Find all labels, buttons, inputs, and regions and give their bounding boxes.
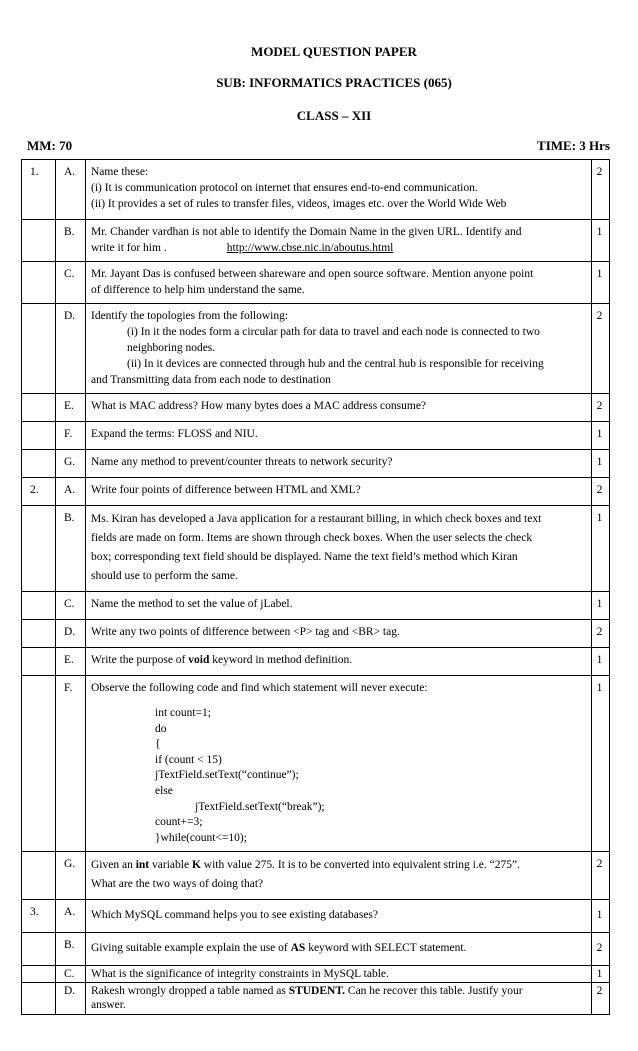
question-part-label: F. — [56, 422, 86, 450]
question-text — [86, 506, 592, 592]
marks: 1 — [592, 676, 610, 852]
code-line: if (count < 15) — [155, 753, 222, 766]
question-number-cell — [22, 304, 56, 394]
marks: 1 — [592, 900, 610, 933]
question-text — [86, 852, 592, 900]
question-part-label: B. — [56, 506, 86, 592]
marks: 2 — [592, 933, 610, 966]
marks: 1 — [592, 592, 610, 620]
keyword: K — [191, 859, 201, 872]
marks: 2 — [592, 852, 610, 900]
code-line: do — [155, 722, 167, 735]
question-part-label: C. — [56, 262, 86, 304]
question-line: Name these: — [91, 166, 149, 178]
max-marks: MM: 70 — [27, 138, 73, 153]
marks: 2 — [592, 304, 610, 394]
question-text — [86, 933, 592, 966]
question-number: 2. — [22, 478, 56, 506]
question-part-label: A. — [56, 478, 86, 506]
question-row — [22, 592, 610, 620]
question-row — [22, 262, 610, 304]
question-part-label: D. — [56, 304, 86, 394]
question-line: What are the two ways of doing that? — [91, 878, 264, 891]
question-table — [21, 159, 610, 1015]
question-text: Name the method to set the value of jLabel. — [86, 592, 592, 620]
question-part-label: D. — [56, 983, 86, 1015]
question-row — [22, 394, 610, 422]
question-part-label: A. — [56, 900, 86, 933]
marks: 1 — [592, 220, 610, 262]
question-number-cell — [22, 592, 56, 620]
question-text — [86, 160, 592, 220]
question-row — [22, 648, 610, 676]
question-number-cell — [22, 220, 56, 262]
code-line: count+=3; — [155, 816, 203, 829]
question-part-label: E. — [56, 394, 86, 422]
subject-heading: SUB: INFORMATICS PRACTICES (065) — [216, 75, 452, 90]
question-row — [22, 478, 610, 506]
question-text-part: Giving suitable example explain the use of — [91, 942, 291, 955]
question-line: Mr. Jayant Das is confused between shareware and open source software. Mention anyone point — [91, 268, 534, 280]
question-part-label: B. — [56, 220, 86, 262]
question-text-part: keyword with SELECT statement. — [305, 942, 467, 955]
question-line: should use to perform the same. — [91, 570, 238, 582]
question-part-label: F. — [56, 676, 86, 852]
keyword: int — [135, 859, 150, 872]
question-text-part: Given an — [91, 859, 136, 872]
code-line: else — [155, 784, 173, 797]
question-row — [22, 983, 610, 1015]
question-row — [22, 676, 610, 852]
question-number-cell — [22, 648, 56, 676]
question-line: (i) It is communication protocol on internet that ensures end-to-end communication. — [91, 182, 478, 194]
code-block — [91, 706, 586, 846]
question-row — [22, 220, 610, 262]
question-line: box; corresponding text field should be displayed. Name the text field’s method which Kiran — [91, 551, 518, 563]
question-text-part: Rakesh wrongly dropped a table named as — [91, 985, 289, 998]
question-row — [22, 966, 610, 983]
marks: 1 — [592, 506, 610, 592]
question-line: Observe the following code and find which statement will never execute: — [91, 682, 428, 694]
question-row — [22, 160, 610, 220]
question-row — [22, 852, 610, 900]
class-heading: CLASS – XII — [296, 108, 372, 123]
marks: 2 — [592, 983, 610, 1015]
question-row — [22, 620, 610, 648]
question-number-cell — [22, 676, 56, 852]
question-number: 3. — [22, 900, 56, 933]
question-line — [91, 984, 586, 998]
question-part-label: D. — [56, 620, 86, 648]
question-text — [86, 304, 592, 394]
url-link[interactable]: http://www.cbse.nic.in/aboutus.html — [226, 242, 394, 254]
question-number-cell — [22, 933, 56, 966]
question-line: Identify the topologies from the following: — [91, 310, 289, 322]
question-row — [22, 933, 610, 966]
question-line: (ii) It provides a set of rules to transfer files, videos, images etc. over the World Wide Web — [91, 198, 507, 210]
marks: 2 — [592, 620, 610, 648]
code-line: jTextField.setText(“break”); — [195, 800, 325, 813]
question-line: Ms. Kiran has developed a Java application for a restaurant billing, in which check boxes and text — [91, 513, 542, 525]
question-number-cell — [22, 620, 56, 648]
marks: 1 — [592, 450, 610, 478]
question-number-cell — [22, 262, 56, 304]
question-text: Expand the terms: FLOSS and NIU. — [86, 422, 592, 450]
question-row — [22, 304, 610, 394]
question-number-cell — [22, 852, 56, 900]
question-text — [86, 262, 592, 304]
question-part-label: G. — [56, 852, 86, 900]
question-line-text: write it for him . — [91, 242, 167, 254]
question-text-part: variable — [149, 859, 192, 872]
keyword: void — [188, 654, 210, 666]
question-number-cell — [22, 966, 56, 983]
question-part-label: C. — [56, 966, 86, 983]
marks: 2 — [592, 394, 610, 422]
question-row — [22, 422, 610, 450]
question-line: answer. — [91, 999, 126, 1012]
question-text-part: Can he recover this table. Justify your — [345, 985, 523, 998]
code-line: int count=1; — [155, 707, 211, 719]
question-row — [22, 450, 610, 478]
question-text-part: keyword in method definition. — [209, 654, 353, 666]
code-line: { — [155, 738, 161, 751]
marks: 1 — [592, 262, 610, 304]
question-text: Name any method to prevent/counter threats to network security? — [86, 450, 592, 478]
question-line: (i) In it the nodes form a circular path for data to travel and each node is connected to two neighboring nodes. — [127, 326, 540, 354]
question-text — [86, 648, 592, 676]
question-line: of difference to help him understand the same. — [91, 284, 305, 296]
question-text — [86, 676, 592, 852]
question-part-label: A. — [56, 160, 86, 220]
code-line: }while(count<=10); — [155, 831, 247, 844]
time-allowed: TIME: 3 Hrs — [537, 138, 610, 153]
marks: 2 — [592, 160, 610, 220]
question-line — [91, 856, 586, 875]
question-line: and Transmitting data from each node to destination — [91, 374, 331, 386]
question-text: Write four points of difference between HTML and XML? — [86, 478, 592, 506]
question-number-cell — [22, 506, 56, 592]
question-number-cell — [22, 983, 56, 1015]
question-line: (ii) In it devices are connected through hub and the central hub is responsible for receiving — [127, 358, 544, 370]
question-text: Write any two points of difference between <P> tag and <BR> tag. — [86, 620, 592, 648]
question-text-part: Write the purpose of — [91, 654, 189, 666]
question-number-cell — [22, 394, 56, 422]
marks: 1 — [592, 966, 610, 983]
marks: 1 — [592, 422, 610, 450]
question-part-label: E. — [56, 648, 86, 676]
marks: 2 — [592, 478, 610, 506]
code-line: jTextField.setText(“continue”); — [155, 769, 299, 782]
question-part-label: B. — [56, 933, 86, 966]
question-line: Mr. Chander vardhan is not able to identify the Domain Name in the given URL. Identify and — [91, 226, 522, 238]
question-text-part: with value 275. It is to be converted into equivalent string i.e. “275”. — [200, 859, 520, 872]
question-part-label: G. — [56, 450, 86, 478]
question-row — [22, 900, 610, 933]
question-text — [86, 983, 592, 1015]
question-text: What is MAC address? How many bytes does a MAC address consume? — [86, 394, 592, 422]
question-row — [22, 506, 610, 592]
question-number-cell — [22, 450, 56, 478]
question-text: Which MySQL command helps you to see existing databases? — [86, 900, 592, 933]
question-text: What is the significance of integrity constraints in MySQL table. — [86, 966, 592, 983]
keyword: STUDENT. — [288, 985, 346, 998]
question-part-label: C. — [56, 592, 86, 620]
question-number-cell — [22, 422, 56, 450]
marks: 1 — [592, 648, 610, 676]
question-number: 1. — [22, 160, 56, 220]
question-line — [91, 240, 586, 256]
paper-title: MODEL QUESTION PAPER — [251, 44, 417, 59]
keyword: AS — [290, 942, 306, 955]
question-text — [86, 220, 592, 262]
question-line: fields are made on form. Items are shown through check boxes. When the user selects the check — [91, 532, 533, 544]
